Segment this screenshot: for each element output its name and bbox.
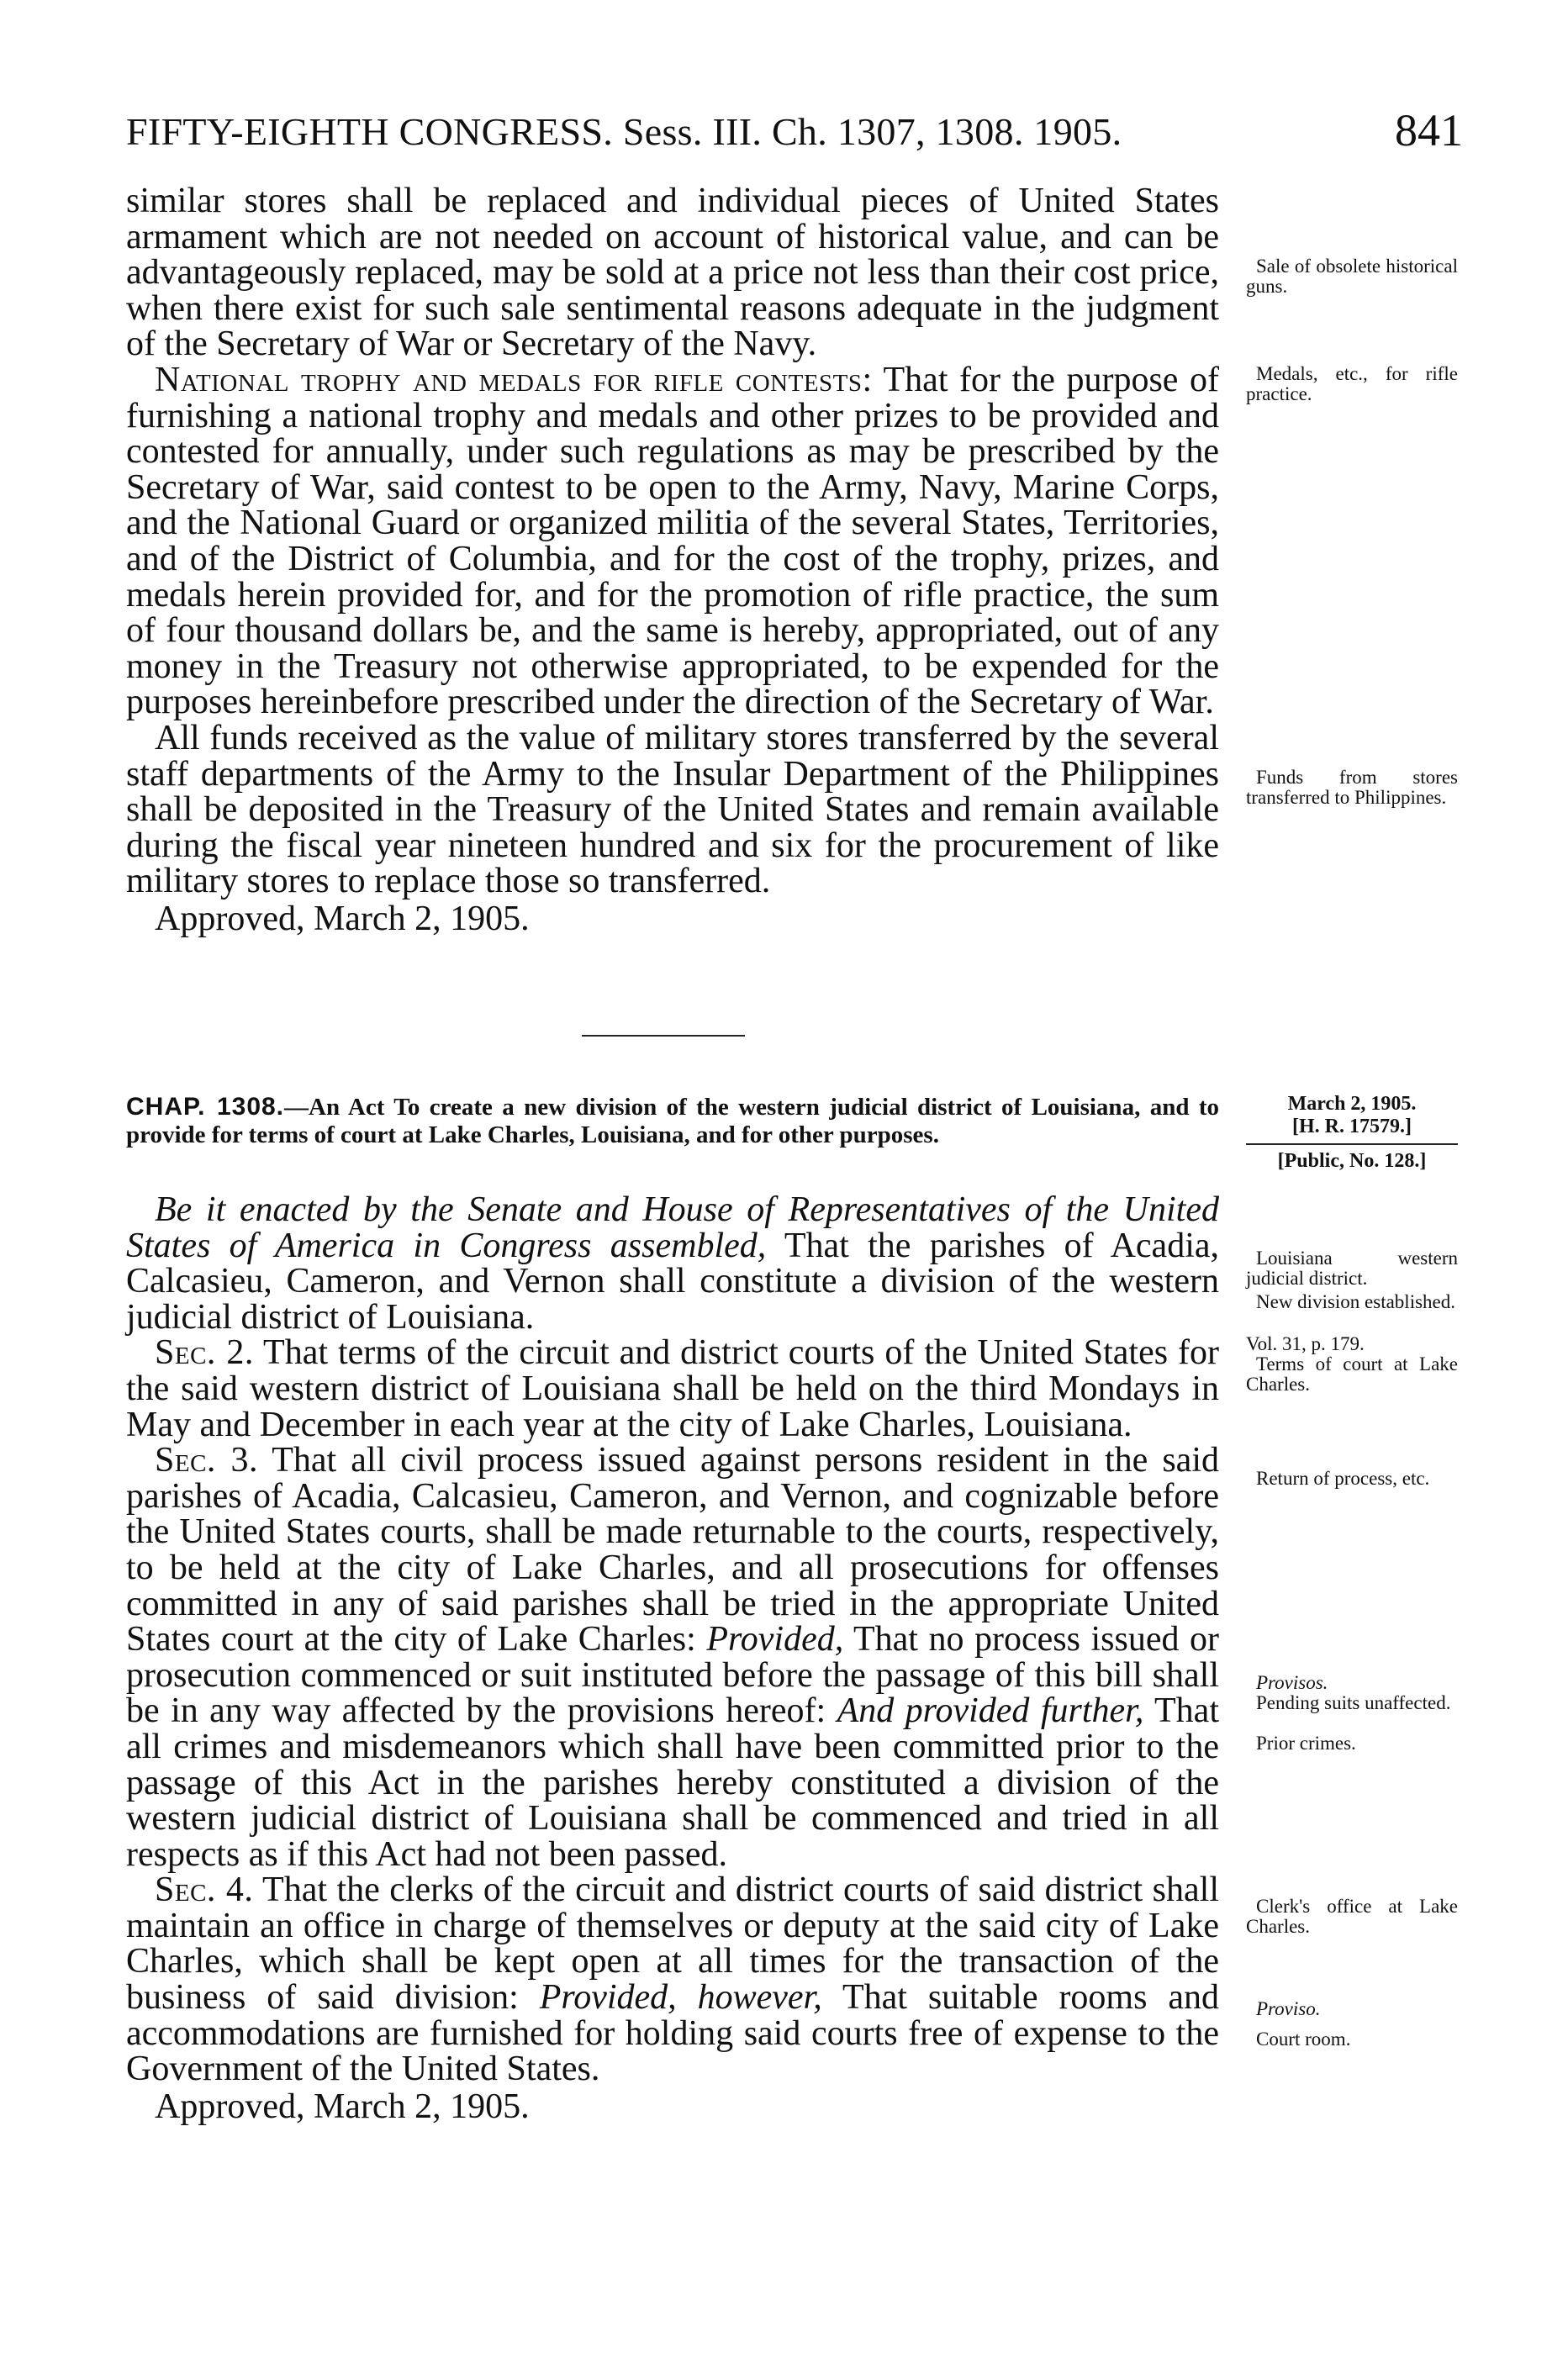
chapter-label: CHAP. 1308.	[126, 1093, 285, 1121]
margin-note-pending: Pending suits unaffected.	[1256, 1692, 1451, 1713]
section-1	[126, 1192, 1219, 1335]
chapter-1308-text	[126, 1192, 1219, 2124]
margin-note-clerk: Clerk's office at Lake Charles.	[1246, 1896, 1458, 1937]
section-3-body-c: That all crimes and misdemeanors which shall have been committed prior to the passage of this Act in the parishes hereby constituted a division of the western judicial district of Louisiana shall be commenced and tried in all respects as if this Act had not been passed.	[126, 1691, 1219, 1874]
chapter-1308-title	[126, 1093, 1219, 1149]
margin-note-new-division: New division established.	[1256, 1291, 1455, 1312]
chapter-title: —An Act To create a new division of the western judicial district of Louisiana, and to provide for terms of court at Lake Charles, Louisiana, and for other purposes.	[126, 1094, 1220, 1148]
section-4	[126, 1872, 1219, 2087]
margin-note-court-room: Court room.	[1256, 2029, 1351, 2050]
margin-note-louisiana: Louisiana western judicial district.	[1246, 1248, 1458, 1289]
section-3-provided: Provided,	[706, 1620, 844, 1659]
approved-1307: Approved, March 2, 1905.	[155, 899, 530, 938]
meta-date: March 2, 1905.	[1287, 1093, 1417, 1115]
chapter-1308-meta	[1246, 1093, 1458, 1173]
section-4-label: Sec. 4.	[155, 1870, 254, 1910]
section-3-body-b: That no process issued or prosecution commenced or suit instituted before the passage of this bill shall be in any way affected by the provisions hereof:	[126, 1620, 1219, 1731]
paragraph-funds: All funds received as the value of military stores transferred by the several staff departments of the Army to the Insular Department of the Philippines shall be deposited in the Treasury of the United States and remain available during the fiscal year nineteen hundred and six for the procurement of like military stores to replace those so transferred.	[126, 718, 1219, 901]
margin-note-funds: Funds from stores transferred to Philippines.	[1246, 767, 1458, 808]
page-number: 841	[1395, 105, 1463, 156]
paragraph-armament: similar stores shall be replaced and individual pieces of United States armament which are not needed on account of historical value, and can be advantageously replaced, may be sold at a price not less than their cost price, when there exist for such sale sentimental reasons adequate in the judgment of the Secretary of War or Secretary of the Navy.	[126, 182, 1219, 364]
margin-note-sale: Sale of obsolete historical guns.	[1246, 256, 1458, 297]
section-4-body-a: That the clerks of the circuit and district courts of said district shall maintain an office in charge of themselves or deputy at the said city of Lake Charles, which shall be kept open at all times for the transaction of the business of said division:	[126, 1870, 1219, 2018]
section-2-body: That terms of the circuit and district courts of the United States for the said western district of Louisiana shall be held on the third Mondays in May and December in each year at the city of Lake Charles, Louisiana.	[126, 1333, 1219, 1444]
chapter-1307-text	[126, 183, 1219, 937]
margin-note-vol-ref: Vol. 31, p. 179.	[1246, 1333, 1365, 1354]
meta-public: [Public, No. 128.]	[1277, 1150, 1427, 1172]
section-3-body-a: That all civil process issued against persons resident in the said parishes of Acadia, Calcasieu, Cameron, and Vernon, and cognizable before the United States courts, shall be made returnable to the courts, respectively, to be held at the city of Lake Charles, and all prosecutions for offenses committed in any of said parishes shall be tried in the appropriate United States court at the city of Lake Charles:	[126, 1441, 1219, 1659]
section-2	[126, 1335, 1219, 1443]
paragraph-national-trophy	[126, 362, 1219, 720]
section-divider	[582, 1035, 745, 1037]
margin-note-prior: Prior crimes.	[1256, 1733, 1356, 1754]
running-head	[126, 105, 1463, 160]
margin-note-proviso: Proviso.	[1256, 1998, 1321, 2019]
margin-note-terms: Terms of court at Lake Charles.	[1246, 1353, 1458, 1395]
section-3	[126, 1443, 1219, 1872]
national-trophy-body: That for the purpose of furnishing a national trophy and medals and other prizes to be provided and contested for annually, under such regulations as may be prescribed by the Secretary of War, said contest to be open to the Army, Navy, Marine Corps, and the National Guard or organized militia of the several States, Territories, and of the District of Columbia, and for the cost of the trophy, prizes, and medals herein provided for, and for the promotion of rifle practice, the sum of four thousand dollars be, and the same is hereby, appropriated, out of any money in the Treasury not otherwise appropriated, to be expended for the purposes hereinbefore prescribed under the direction of the Secretary of War.	[126, 360, 1219, 722]
section-4-body-b: That suitable rooms and accommodations are furnished for holding said courts free of expense to the Government of the United States.	[126, 1978, 1219, 2089]
meta-rule	[1246, 1143, 1458, 1145]
section-4-provided: Provided, however,	[539, 1978, 822, 2018]
running-head-title: FIFTY-EIGHTH CONGRESS. Sess. III. Ch. 1307, 1308. 1905.	[126, 110, 1122, 153]
margin-note-return: Return of process, etc.	[1256, 1468, 1430, 1489]
approved-1308: Approved, March 2, 1905.	[155, 2087, 530, 2126]
enacting-clause: Be it enacted by the Senate and House of Representatives of the United States of America in Congress assembled,	[126, 1190, 1219, 1265]
section-3-label: Sec. 3.	[155, 1441, 258, 1480]
section-2-label: Sec. 2.	[155, 1333, 254, 1373]
meta-bill: [H. R. 17579.]	[1292, 1116, 1412, 1137]
margin-note-provisos: Provisos.	[1256, 1672, 1328, 1693]
section-1-body: That the parishes of Acadia, Calcasieu, Cameron, and Vernon shall constitute a division of the western judicial district of Louisiana.	[126, 1226, 1220, 1337]
margin-note-medals: Medals, etc., for rifle practice.	[1246, 363, 1458, 404]
national-trophy-heading: National trophy and medals for rifle contests:	[155, 360, 873, 399]
section-3-provided-further: And provided further,	[837, 1691, 1144, 1731]
